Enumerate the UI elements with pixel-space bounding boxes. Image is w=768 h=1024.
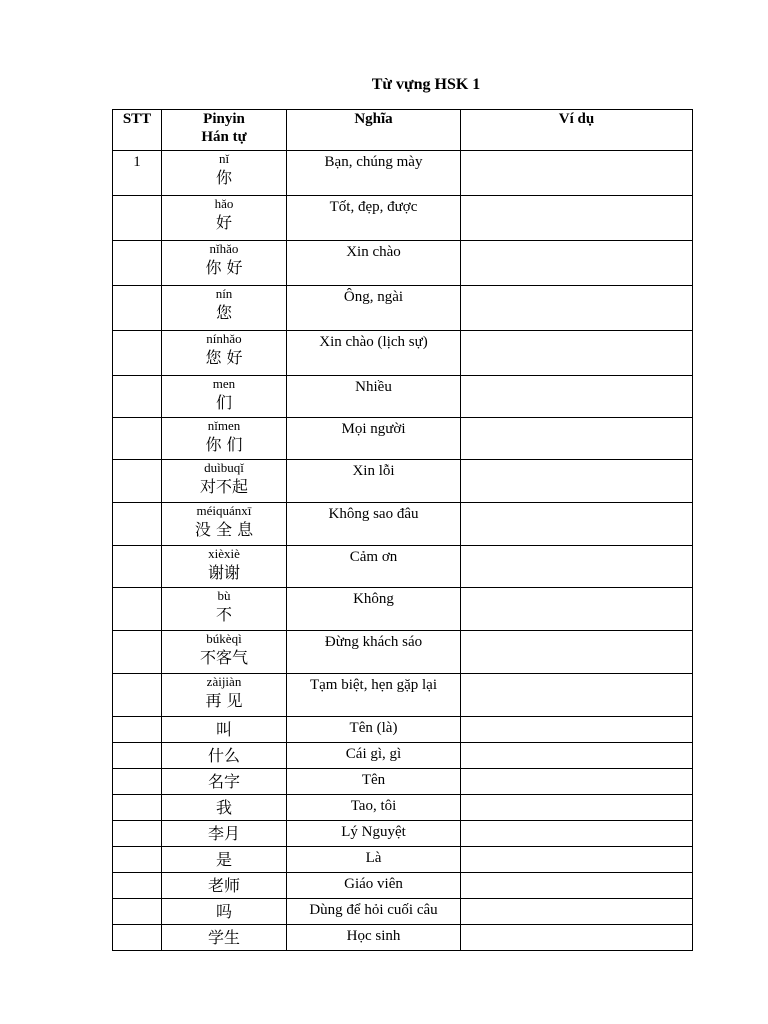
- stt-value: [113, 418, 161, 420]
- stt-value: [113, 331, 161, 333]
- table-row: [113, 418, 693, 460]
- cell-vidu: [461, 795, 693, 821]
- cell-stt: [113, 743, 162, 769]
- cell-nghia: [287, 821, 461, 847]
- cell-stt: [113, 376, 162, 418]
- stt-value: [113, 847, 161, 849]
- stt-value: [113, 286, 161, 288]
- cell-stt: [113, 418, 162, 460]
- nghia-text: Xin lỗi: [352, 463, 395, 479]
- stt-value: [113, 873, 161, 875]
- cell-vidu: [461, 674, 693, 717]
- hanzi-text: 谢谢: [207, 563, 240, 582]
- nghia-text: Dùng để hỏi cuối câu: [309, 902, 438, 918]
- cell-stt: [113, 899, 162, 925]
- hanzi-text: 们: [215, 393, 232, 412]
- header-hanzi: Hán tự: [201, 129, 247, 145]
- cell-pinyin-hanzi: [162, 196, 287, 241]
- nghia-text: Lý Nguyệt: [341, 824, 406, 840]
- table-row: [113, 376, 693, 418]
- cell-nghia: [287, 546, 461, 588]
- cell-pinyin-hanzi: [162, 743, 287, 769]
- table-row: [113, 151, 693, 196]
- pinyin-text: nǐhǎo: [209, 241, 239, 256]
- hanzi-text: 老师: [207, 876, 240, 895]
- cell-vidu: [461, 847, 693, 873]
- cell-pinyin-hanzi: [162, 546, 287, 588]
- nghia-text: Tạm biệt, hẹn gặp lại: [309, 677, 438, 693]
- cell-nghia: [287, 376, 461, 418]
- cell-pinyin-hanzi: [162, 331, 287, 376]
- hanzi-text: 名字: [207, 772, 240, 791]
- hanzi-text: 吗: [215, 902, 232, 921]
- table-row: [113, 286, 693, 331]
- cell-stt: [113, 460, 162, 503]
- cell-nghia: [287, 899, 461, 925]
- cell-vidu: [461, 503, 693, 546]
- cell-vidu: [461, 873, 693, 899]
- cell-vidu: [461, 588, 693, 631]
- stt-value: [113, 503, 161, 505]
- cell-nghia: [287, 241, 461, 286]
- pinyin-text: méiquánxī: [196, 503, 252, 518]
- cell-nghia: [287, 151, 461, 196]
- stt-value: [113, 460, 161, 462]
- cell-vidu: [461, 546, 693, 588]
- pinyin-text: búkèqì: [206, 631, 242, 646]
- stt-value: [113, 717, 161, 719]
- stt-value: [113, 925, 161, 927]
- cell-pinyin-hanzi: [162, 241, 287, 286]
- nghia-text: Giáo viên: [344, 876, 403, 892]
- cell-pinyin-hanzi: [162, 873, 287, 899]
- cell-nghia: [287, 331, 461, 376]
- nghia-text: Đừng khách sáo: [324, 634, 423, 650]
- stt-value: [113, 376, 161, 378]
- cell-vidu: [461, 196, 693, 241]
- cell-nghia: [287, 631, 461, 674]
- hanzi-text: 对不起: [199, 477, 248, 496]
- cell-vidu: [461, 286, 693, 331]
- stt-value: [113, 795, 161, 797]
- cell-pinyin-hanzi: [162, 631, 287, 674]
- stt-value: [113, 769, 161, 771]
- nghia-text: Bạn, chúng mày: [324, 154, 423, 170]
- cell-pinyin-hanzi: [162, 286, 287, 331]
- cell-stt: [113, 196, 162, 241]
- hanzi-text: 你 好: [205, 258, 243, 277]
- cell-vidu: [461, 331, 693, 376]
- pinyin-text: nǐmen: [207, 418, 241, 433]
- cell-stt: [113, 286, 162, 331]
- cell-nghia: [287, 196, 461, 241]
- cell-stt: [113, 795, 162, 821]
- stt-value: [113, 196, 161, 198]
- stt-value: [113, 743, 161, 745]
- cell-nghia: [287, 795, 461, 821]
- cell-stt: [113, 717, 162, 743]
- cell-vidu: [461, 717, 693, 743]
- nghia-text: Nhiều: [355, 379, 392, 395]
- document-title: Từ vựng HSK 1: [371, 76, 481, 93]
- pinyin-text: duìbuqǐ: [204, 460, 244, 475]
- hanzi-text: 您 好: [205, 348, 243, 367]
- cell-vidu: [461, 460, 693, 503]
- cell-stt: [113, 503, 162, 546]
- table-row: [113, 546, 693, 588]
- hanzi-text: 学生: [207, 928, 240, 947]
- cell-vidu: [461, 241, 693, 286]
- hanzi-text: 你 们: [205, 435, 243, 454]
- nghia-text: Tao, tôi: [350, 798, 397, 814]
- hanzi-text: 是: [215, 850, 232, 869]
- nghia-text: Tốt, đẹp, được: [329, 199, 418, 215]
- table-row: [113, 196, 693, 241]
- nghia-text: Cái gì, gì: [345, 746, 402, 762]
- table-row: [113, 769, 693, 795]
- header-stt: STT: [113, 110, 162, 151]
- cell-pinyin-hanzi: [162, 769, 287, 795]
- cell-stt: [113, 631, 162, 674]
- hanzi-text: 什么: [207, 746, 240, 765]
- vocabulary-table: [112, 109, 693, 951]
- hanzi-text: 我: [215, 798, 232, 817]
- table-row: [113, 821, 693, 847]
- table-row: [113, 588, 693, 631]
- stt-value: [113, 674, 161, 676]
- hanzi-text: 没 全 息: [194, 520, 254, 539]
- cell-nghia: [287, 925, 461, 951]
- cell-nghia: [287, 743, 461, 769]
- table-header-row: [113, 110, 693, 151]
- stt-value: [113, 241, 161, 243]
- cell-nghia: [287, 873, 461, 899]
- cell-pinyin-hanzi: [162, 588, 287, 631]
- pinyin-text: nín: [215, 286, 233, 301]
- pinyin-text: nínhǎo: [206, 331, 242, 346]
- pinyin-text: men: [212, 376, 236, 391]
- hanzi-text: 李月: [207, 824, 240, 843]
- header-pinyin: Pinyin: [203, 111, 245, 127]
- cell-vidu: [461, 376, 693, 418]
- pinyin-text: bù: [217, 588, 231, 603]
- cell-pinyin-hanzi: [162, 674, 287, 717]
- header-vidu: Ví dụ: [461, 110, 693, 151]
- cell-nghia: [287, 847, 461, 873]
- table-row: [113, 899, 693, 925]
- cell-stt: [113, 546, 162, 588]
- stt-value: [113, 631, 161, 633]
- header-nghia: Nghĩa: [287, 110, 461, 151]
- hanzi-text: 你: [215, 168, 232, 187]
- hanzi-text: 好: [215, 213, 232, 232]
- cell-nghia: [287, 769, 461, 795]
- nghia-text: Học sinh: [346, 928, 401, 944]
- cell-stt: [113, 769, 162, 795]
- cell-pinyin-hanzi: [162, 821, 287, 847]
- hanzi-text: 叫: [215, 720, 232, 739]
- cell-vidu: [461, 743, 693, 769]
- table-row: [113, 717, 693, 743]
- cell-vidu: [461, 769, 693, 795]
- table-row: [113, 743, 693, 769]
- table-row: [113, 925, 693, 951]
- cell-pinyin-hanzi: [162, 151, 287, 196]
- cell-stt: [113, 821, 162, 847]
- nghia-text: Cảm ơn: [349, 549, 398, 565]
- cell-vidu: [461, 821, 693, 847]
- cell-nghia: [287, 503, 461, 546]
- hanzi-text: 再 见: [205, 691, 243, 710]
- cell-stt: [113, 588, 162, 631]
- hanzi-text: 您: [215, 303, 232, 322]
- pinyin-text: zàijiàn: [206, 674, 242, 689]
- nghia-text: Mọi người: [341, 421, 406, 437]
- table-row: [113, 503, 693, 546]
- cell-vidu: [461, 631, 693, 674]
- cell-pinyin-hanzi: [162, 460, 287, 503]
- cell-pinyin-hanzi: [162, 376, 287, 418]
- cell-pinyin-hanzi: [162, 847, 287, 873]
- cell-vidu: [461, 418, 693, 460]
- header-pinyin-hanzi: [162, 110, 287, 151]
- cell-nghia: [287, 286, 461, 331]
- table-row: [113, 847, 693, 873]
- stt-value: [113, 899, 161, 901]
- nghia-text: Tên (là): [349, 720, 398, 736]
- cell-nghia: [287, 418, 461, 460]
- nghia-text: Ông, ngài: [343, 289, 404, 305]
- table-row: [113, 795, 693, 821]
- cell-stt: [113, 925, 162, 951]
- cell-nghia: [287, 674, 461, 717]
- stt-value: [113, 546, 161, 548]
- cell-stt: [113, 331, 162, 376]
- cell-pinyin-hanzi: [162, 717, 287, 743]
- cell-pinyin-hanzi: [162, 795, 287, 821]
- table-row: [113, 631, 693, 674]
- cell-stt: [113, 873, 162, 899]
- stt-value: [113, 821, 161, 823]
- table-row: [113, 460, 693, 503]
- cell-pinyin-hanzi: [162, 503, 287, 546]
- pinyin-text: hǎo: [214, 196, 234, 211]
- nghia-text: Không: [353, 591, 394, 607]
- nghia-text: Xin chào (lịch sự): [319, 334, 428, 350]
- nghia-text: Tên: [361, 772, 386, 788]
- cell-vidu: [461, 151, 693, 196]
- stt-value: 1: [133, 154, 141, 170]
- cell-vidu: [461, 899, 693, 925]
- cell-vidu: [461, 925, 693, 951]
- cell-nghia: [287, 717, 461, 743]
- nghia-text: Không sao đâu: [328, 506, 419, 522]
- table-row: [113, 873, 693, 899]
- nghia-text: Xin chào: [346, 244, 401, 260]
- table-row: [113, 674, 693, 717]
- pinyin-text: xièxiè: [208, 546, 240, 561]
- cell-stt: [113, 847, 162, 873]
- pinyin-text: nǐ: [218, 151, 230, 166]
- cell-stt: [113, 674, 162, 717]
- hanzi-text: 不: [215, 605, 232, 624]
- stt-value: [113, 588, 161, 590]
- cell-pinyin-hanzi: [162, 899, 287, 925]
- table-row: [113, 241, 693, 286]
- cell-nghia: [287, 460, 461, 503]
- cell-stt: [113, 241, 162, 286]
- cell-pinyin-hanzi: [162, 418, 287, 460]
- nghia-text: Là: [365, 850, 382, 866]
- cell-nghia: [287, 588, 461, 631]
- cell-stt: [113, 151, 162, 196]
- hanzi-text: 不客气: [199, 648, 248, 667]
- table-row: [113, 331, 693, 376]
- cell-pinyin-hanzi: [162, 925, 287, 951]
